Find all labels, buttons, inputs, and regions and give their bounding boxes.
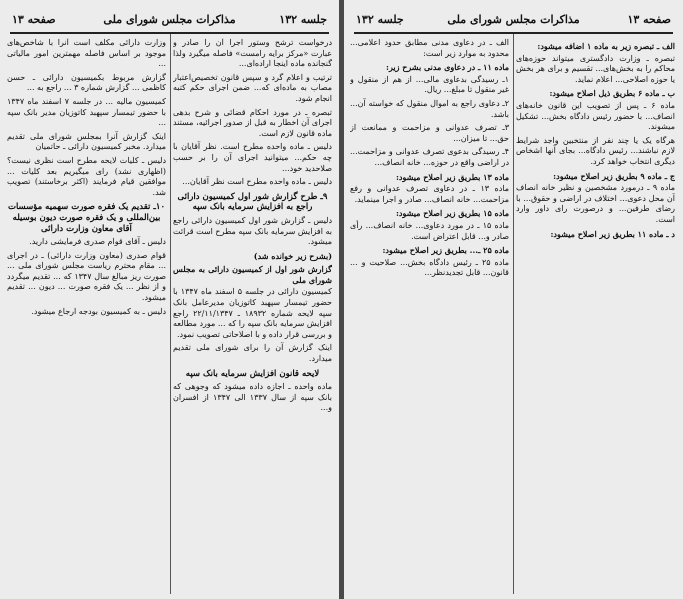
left-page-header [10, 8, 329, 34]
paragraph: ۳ـ تصرف عدوانی و مزاحمت و ممانعت از حق... تا میزان... [350, 123, 509, 143]
paragraph: دلیس ـ ماده واحده مطرح است. نظر آقایان با چه حکم... میتوانید اجرای آن را بر حسب صلاحدید خود... [173, 142, 332, 173]
right-page [344, 0, 683, 599]
paragraph: ماده ۲۵ ـ رئیس دادگاه بخش... صلاحیت و ... قانون... قابل تجدیدنظر... [350, 257, 509, 278]
article-heading: ماده ۱۱ ـ در دعاوی مدنی بشرح زیر: [385, 62, 509, 73]
paragraph: قوام صدری (معاون وزارت دارائی) ـ در اجرای ... مقام محترم ریاست مجلس شورای ملی ... صورت ریز مبالغ سال ۱۳۴۷ که ... تقدیم میگردد و از نظر ... یک فقره صورت ... دیون ... تقدیم میشود. [7, 250, 166, 303]
paragraph: درخواست ترشح وستور اجرا آن را صادر و عبارت «مرکز برایه رامست» فاصله میگیرد ولذا گنجانده ماده اینجا اراده‌ای... [173, 38, 332, 69]
left-page-column-left [7, 38, 166, 320]
right-page-column-right [516, 38, 675, 241]
paragraph: دلیس ـ گزارش شور اول کمیسیون دارائی راجع به افزایش سرمایه بانک سپه مطرح است قرائت میشود. [173, 215, 332, 247]
left-session-label: جلسه ۱۳۲ [279, 13, 327, 26]
paragraph: کمیسیون دارائی در جلسه ۵ اسفند ماه ۱۳۴۷ با حضور تیمسار سپهبد کاتوزیان مدیرعامل بانک سپه لایحه شماره ۱۸۹۳۲ ـ ۲۲/۱۱/۱۳۴۷ راجع افزایش سرمایه بانک سپه را که ... مورد مطالعه و بررسی قرار داده و با اصلاحاتی تصویب نمود. [173, 287, 332, 339]
right-page-column-left [350, 38, 509, 282]
paragraph: اینک گزارش آن را برای شورای ملی تقدیم میدارد. [173, 343, 332, 364]
paragraph: دلیس ـ آقای قوام صدری فرمایشی دارید. [29, 237, 166, 247]
section-heading: ۱۰ـ تقدیم یک فقره صورت سهمیه مؤسسات بین‌المللی و یک فقره صورت دیون بوسیله آقای معاون وزارت دارائی [7, 202, 166, 234]
paragraph: تبصره ـ وزارت دادگستری میتواند حوزه‌های محاکم را به بخش‌های... تقسیم و برای هر بخش یا حوزه اصلاحی... اعلام نماید. [516, 53, 675, 84]
right-session-label: جلسه ۱۳۲ [356, 13, 404, 26]
left-journal-title: مذاکرات مجلس شورای ملی [103, 13, 236, 26]
paragraph: وزارت دارائی مکلف است آنرا با شاخص‌های موجود بر اساس فاصله مهمترین امور مالیاتی ... [7, 38, 166, 69]
amendment-heading: الف ـ تبصره زیر به ماده ۱ اضافه میشود: [537, 41, 675, 51]
amendment-heading: د ـ ماده ۱۱ بطریق زیر اصلاح میشود: [550, 228, 675, 239]
left-column-divider [170, 34, 171, 594]
paragraph: ماده ۹ ـ درمورد مشخصین و نظیر خانه انصاف آن محل دعوی... اختلاف در اراضی و حقوق... با رضای طرفین... و درصورت رای داور وارد است. [516, 183, 675, 224]
amendment-heading: ب ـ ماده ۶ بطریق ذیل اصلاح میشود: [549, 88, 675, 99]
paragraph: الف ـ در دعاوی مدنی مطابق حدود اعلامی... محدود به موارد زیر است: [350, 38, 509, 58]
paragraph: ماده ۶ ـ پس از تصویب این قانون خانه‌های انصاف... با حضور رئیس دادگاه بخش... تشکیل میشوند. [516, 100, 675, 132]
right-page-header [354, 8, 673, 34]
section-heading: ۹ـ طرح گزارش شور اول کمیسیون دارائی راجع به افزایش سرمایه بانک سپه [177, 191, 328, 213]
paragraph: ۱ـ رسیدگی بدعاوی مالی... از هم از منقول و غیر منقول تا مبلغ... ریال. [350, 74, 509, 95]
paragraph: ۴ـ رسیدگی بدعوی تصرف عدوانی و مزاحمت... در اراضی واقع در حوزه... خانه انصاف... [350, 147, 509, 167]
left-page [0, 0, 339, 599]
paragraph: هرگاه یک یا چند نفر از منتخبین واجد شرایط لازم نباشند... رئیس دادگاه... بجای آنها اشخاص دیگری انتخاب خواهد کرد. [516, 135, 675, 166]
article-heading: ماده ۲۵ ـ... بطریق زیر اصلاح میشود: [382, 245, 509, 256]
paragraph: ماده ۱۳ ـ در دعاوی تصرف عدوانی و رفع مزاحمت... خانه انصاف... صادر و اجرا مینماید. [350, 184, 509, 204]
left-page-number: صفحه ۱۳ [12, 13, 56, 26]
paragraph: ماده ۱۵ ـ در مورد دعاوی... خانه انصاف... رأی صادر و... قابل اعتراض است. [350, 220, 509, 241]
right-page-number: صفحه ۱۳ [627, 13, 671, 26]
article-heading: ماده ۱۳ بطریق زیر اصلاح میشود: [395, 171, 509, 182]
left-page-column-right [173, 38, 332, 417]
article-heading: ماده ۱۵ بطریق زیر اصلاح میشود: [395, 208, 509, 219]
paragraph: کمیسیون مالیه ... در جلسه ۷ اسفند ماه ۱۳۴۷ با حضور تیمسار سپهبد کاتوزیان مدیر بانک سپه ... [7, 96, 166, 128]
paragraph: ماده واحده ـ اجازه داده میشود که وجوهی که بانک سپه از سال ۱۳۳۷ الی ۱۳۴۷ از افسران و... [173, 382, 332, 413]
paragraph: دلیس ـ به کمیسیون بودجه ارجاع میشود. [31, 306, 166, 316]
paragraph: دلیس ـ کلیات لایحه مطرح است نظری نیست؟ (اظهاری نشد) رای میگیریم بعد کلیات ... موافقین قیام فرمایند (اکثر برخاستند) تصویب شد. [7, 155, 166, 197]
right-column-divider [513, 34, 514, 594]
paragraph: گزارش مربوط بکمیسیون دارائی ـ حسن کاظمی ... گزارش شماره ۳ ... راجع به ... [7, 72, 166, 93]
report-title: گزارش شور اول از کمیسیون دارائی به مجلس شورای ملی [173, 264, 332, 285]
paragraph: ۲ـ دعاوی راجع به اموال منقول که خواسته آن... باشد. [350, 98, 509, 119]
paragraph: دلیس ـ ماده واحده مطرح است نظر آقایان... [182, 177, 332, 187]
paragraph: تبصره ـ در مورد احکام قضائی و شرح بدهی اجرای آن اخطار به قبل از صدور اجرائیه، مستند ماده قانون لازم است. [173, 107, 332, 138]
reading-note: (بشرح زیر خوانده شد) [253, 250, 332, 261]
amendment-heading: ج ـ ماده ۹ بطریق زیر اصلاح میشود: [553, 170, 675, 181]
paragraph: ترتیب و اعلام گرد و سپس قانون تخصیص‌اعتبار مصاب به ماده‌ای که... ضمن اجرای حکم کتبه انجام شود. [173, 72, 332, 103]
paragraph: اینک گزارش آنرا بمجلس شورای ملی تقدیم میدارد. مخبر کمیسیون دارائی ـ حاتمیان [7, 131, 166, 152]
bill-title: لایحه قانون افزایش سرمایه بانک سپه [185, 368, 320, 379]
right-journal-title: مذاکرات مجلس شورای ملی [447, 13, 580, 26]
